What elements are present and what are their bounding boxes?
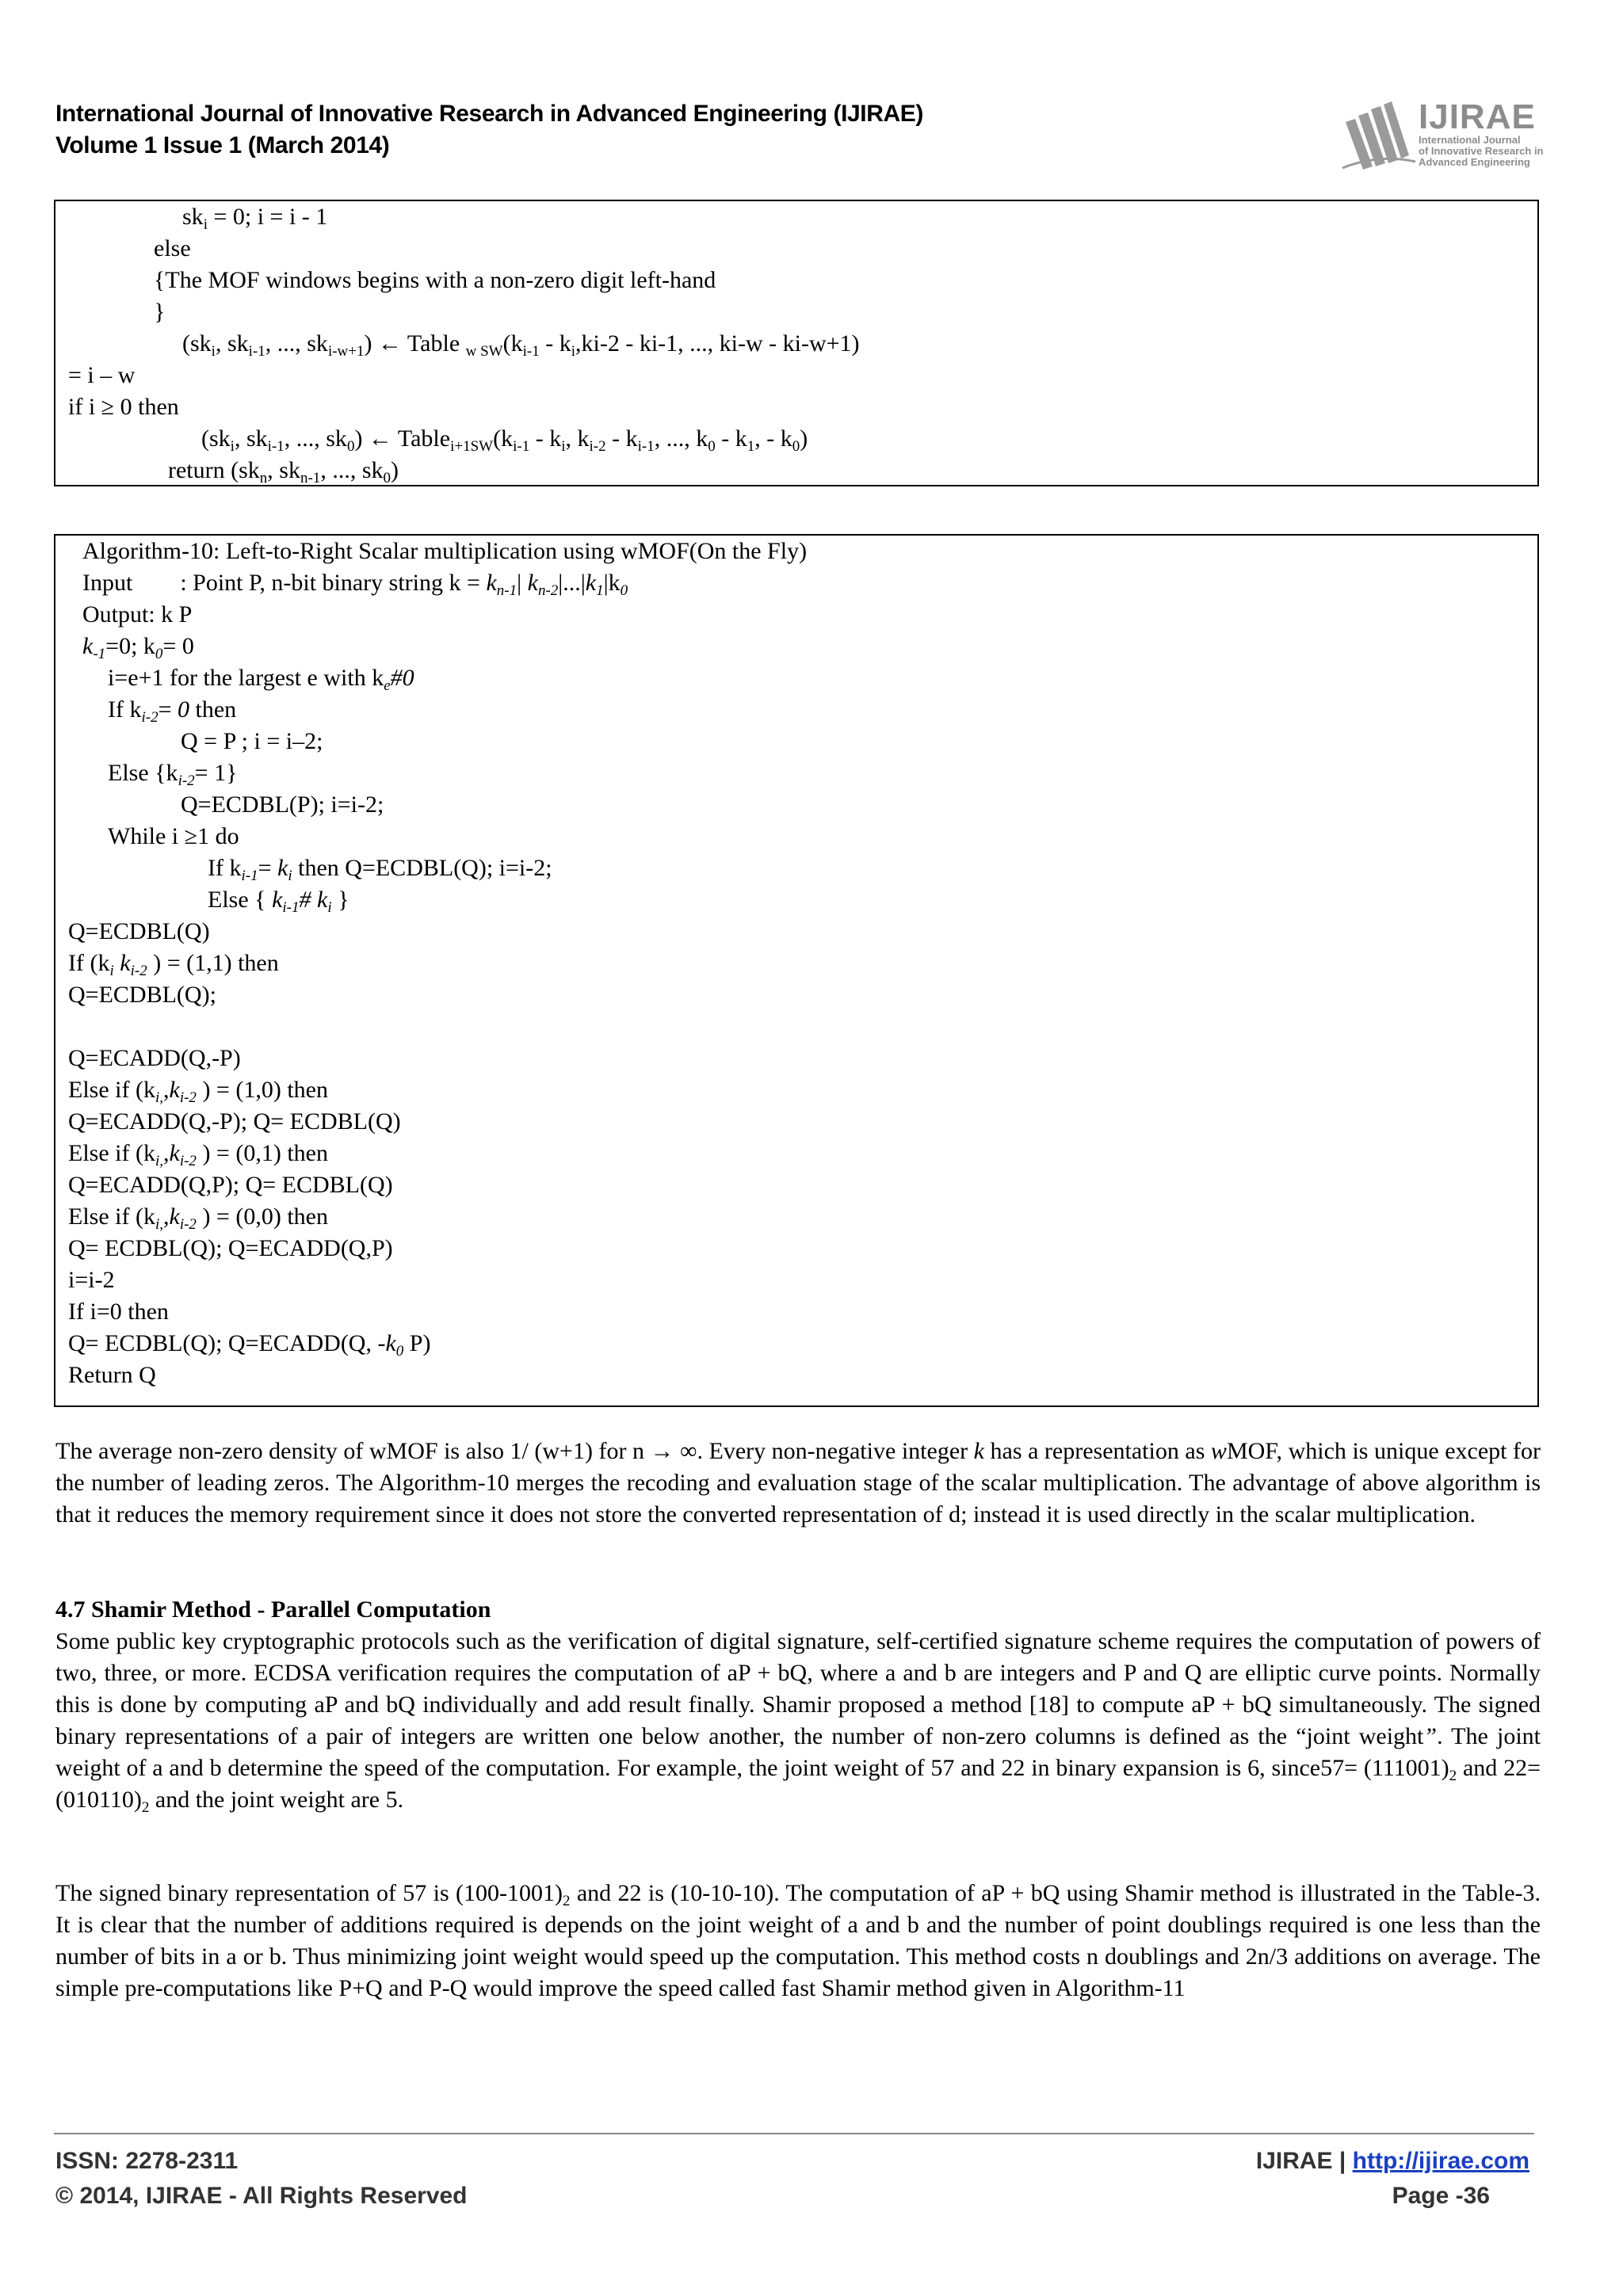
algorithm-continuation-box [54, 200, 1539, 486]
logo-sub2: of Innovative Research in [1419, 145, 1544, 157]
journal-title: International Journal of Innovative Research in Advanced Engineering (IJIRAE) [55, 101, 923, 127]
paragraph-wmof-density: The average non-zero density of wMOF is also 1/ (w+1) for n → ∞. Every non-negative integer k has a representation as wMOF, which is unique except for the number of leading zeros. The Algorithm-10 merges the recoding and evaluation stage of the scalar multiplication. The advantage of above algorithm is that it reduces the memory requirement since it does not store the converted representation of d; instead it is used directly in the scalar multiplication. [55, 1438, 1541, 1527]
code-line: {The MOF windows begins with a non-zero digit left-hand [154, 267, 716, 293]
code-line: Else { $k_{i-1}\#$ $k_i$ } [208, 887, 349, 916]
code-line: if i ≥ 0 then [68, 394, 179, 420]
code-line: i=e+1 for the largest e with $k_e\#0$ [108, 665, 414, 694]
footer-copyright: © 2014, IJIRAE - All Rights Reserved [55, 2183, 468, 2209]
section-heading: 4.7 Shamir Method - Parallel Computation [55, 1596, 491, 1623]
code-line: Return Q [68, 1362, 156, 1388]
code-line: While i ≥1 do [108, 823, 239, 849]
code-line: If i=0 then [68, 1299, 169, 1325]
code-line: Q=ECDBL(Q) [68, 918, 210, 944]
code-line: i=i-2 [68, 1267, 115, 1293]
footer-brand: IJIRAE | http://ijirae.com [1255, 2148, 1529, 2174]
footer-divider [54, 2133, 1534, 2134]
footer-issn: ISSN: 2278-2311 [55, 2148, 239, 2174]
code-line: Q=ECDBL(Q); [68, 982, 216, 1008]
code-line: Q= ECDBL(Q); Q=ECADD(Q,P) [68, 1235, 393, 1261]
journal-header [55, 98, 923, 162]
code-line: Q= ECDBL(Q); Q=ECADD(Q, $-k_0$ P) [68, 1330, 431, 1360]
code-line: If ($k_i$ $k_{i-2}$ ) = (1,1) then [68, 950, 279, 979]
code-line: ($sk_i$, $sk_{i-1}$, ..., $sk_0$) ← $Table_{i+1SW}(k_{i-1} - k_i$, $k_{i-2} - k_{i-1}$, ..., $k_0 - k_1$, - $k_0$) [201, 425, 808, 455]
logo-sub1: International Journal [1419, 134, 1521, 146]
logo-sub3: Advanced Engineering [1419, 156, 1530, 168]
code-line: Q = P ; i = i–2; [181, 728, 323, 754]
logo-name: IJIRAE [1419, 97, 1536, 136]
footer-url-link[interactable]: http://ijirae.com [1352, 2148, 1529, 2174]
algorithm-input: Input : Point P, n-bit binary string $k = k_{n-1}|$ $k_{n-2}|...|k_1|k_0$ [82, 570, 628, 599]
code-line: Q=ECDBL(P); i=i-2; [181, 791, 384, 818]
algorithm-title: Algorithm-10: Left-to-Right Scalar multiplication using wMOF(On the Fly) [82, 538, 808, 564]
footer-page-number: Page -36 [1392, 2183, 1490, 2209]
book-stripes-icon [1341, 98, 1417, 174]
code-line: If $k_{i-2}= 0$ then [108, 696, 237, 726]
code-line: return ($sk_n$, $sk_{n-1}$, ..., $sk_0$) [168, 457, 399, 486]
code-line: } [154, 299, 166, 325]
code-line: Q=ECADD(Q,P); Q= ECDBL(Q) [68, 1172, 393, 1198]
code-line: ($sk_i$, $sk_{i-1}$, ..., $sk_{i-w+1}$) ← Table $_{w SW}(k_{i-1} - k_i,ki-2 - ki-1$, ..., ki-w - ki-w+1) [182, 330, 860, 360]
code-line: Else $\{k_{i-2}= 1\}$ [108, 760, 238, 789]
ijirae-logo [1341, 98, 1547, 177]
code-line: $k_{-1}=0$; $k_0= 0$ [82, 633, 194, 662]
journal-volume: Volume 1 Issue 1 (March 2014) [55, 132, 390, 158]
code-line: Else if ($k_{i,},k_{i-2}$ ) = (1,0) then [68, 1077, 328, 1106]
code-line: Q=ECADD(Q,-P) [68, 1045, 241, 1071]
paragraph-shamir-cost: The signed binary representation of 57 is $(100-1001)_2$ and 22 is (10-10-10). The computation of aP + bQ using Shamir method is illustrated in the Table-3. It is clear that the number of additions required is depends on the joint weight of a and b and the number of point doublings required is one less than the number of bits in a or b. Thus minimizing joint weight would speed up the computation. This method costs n doublings and 2n/3 additions on average. The simple pre-computations like P+Q and P-Q would improve the speed called fast Shamir method given in Algorithm-11 [55, 1880, 1541, 2001]
algorithm-10-box [54, 534, 1539, 1407]
paragraph-shamir-intro: Some public key cryptographic protocols such as the verification of digital signature, self-certified signature scheme requires the computation of powers of two, three, or more. ECDSA verification requires the computation of aP + bQ, where a and b are integers and P and Q are elliptic curve points. Normally this is done by computing aP and bQ individually and add result finally. Shamir proposed a method [18] to compute aP + bQ simultaneously. The signed binary representations of a pair of integers are written one below another, the number of non-zero columns is defined as the “joint weight”. The joint weight of a and b determine the speed of the computation. For example, the joint weight of 57 and 22 in binary expansion is 6, since57= $(111001)_2$ and $22= (010110)_2$ and the joint weight are 5. [55, 1628, 1541, 1816]
code-line: If $k_{i-1}= k_i$ then Q=ECDBL(Q); i=i-2; [208, 855, 552, 884]
code-line: Else if ($k_{i,},k_{i-2}$ ) = (0,0) then [68, 1203, 328, 1233]
code-line: else [154, 235, 191, 261]
code-line: $sk_i = 0$; i = i - 1 [182, 204, 328, 233]
algorithm-output: Output: k P [82, 601, 193, 627]
code-line: = i – w [68, 362, 136, 388]
code-line: Q=ECADD(Q,-P); Q= ECDBL(Q) [68, 1108, 401, 1135]
code-line: Else if ($k_{i,},k_{i-2}$ ) = (0,1) then [68, 1140, 328, 1169]
